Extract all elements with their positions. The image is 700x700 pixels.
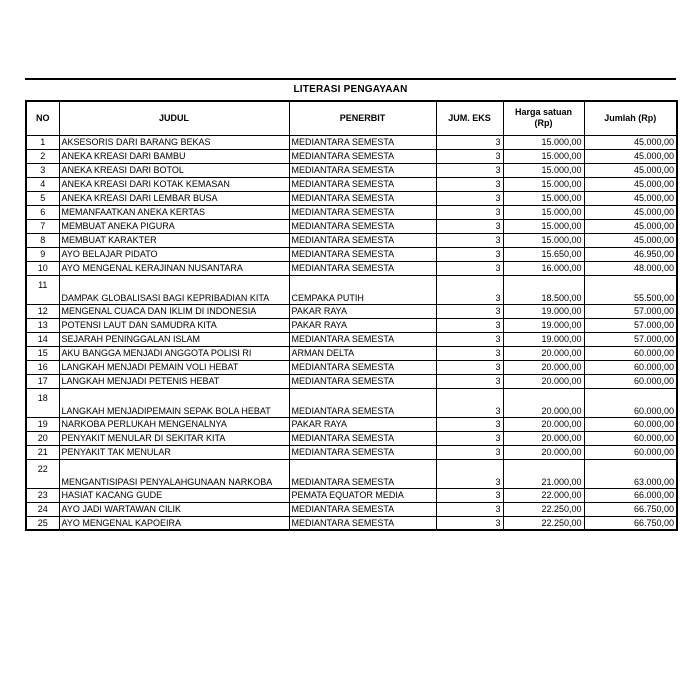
cell-judul: ANEKA KREASI DARI BOTOL bbox=[59, 163, 289, 177]
cell-penerbit: ARMAN DELTA bbox=[289, 346, 436, 360]
cell-judul: AYO MENGENAL KERAJINAN NUSANTARA bbox=[59, 261, 289, 275]
cell-judul: LANGKAH MENJADIPEMAIN SEPAK BOLA HEBAT bbox=[59, 388, 289, 417]
table-row bbox=[26, 388, 677, 417]
cell-jumlah-eks: 3 bbox=[436, 149, 503, 163]
cell-jumlah-eks: 3 bbox=[436, 304, 503, 318]
cell-harga-satuan: 19.000,00 bbox=[503, 304, 584, 318]
cell-no: 14 bbox=[26, 332, 59, 346]
cell-harga-satuan: 20.000,00 bbox=[503, 346, 584, 360]
cell-no: 5 bbox=[26, 191, 59, 205]
cell-penerbit: MEDIANTARA SEMESTA bbox=[289, 374, 436, 388]
cell-jumlah-eks: 3 bbox=[436, 488, 503, 502]
table-row bbox=[26, 360, 677, 374]
cell-judul: SEJARAH PENINGGALAN ISLAM bbox=[59, 332, 289, 346]
cell-jumlah-rp: 63.000,00 bbox=[584, 459, 677, 488]
table-row bbox=[26, 233, 677, 247]
cell-penerbit: PAKAR RAYA bbox=[289, 318, 436, 332]
column-header-no: NO bbox=[26, 101, 59, 135]
cell-judul: POTENSI LAUT DAN SAMUDRA KITA bbox=[59, 318, 289, 332]
literasi-table-container bbox=[25, 100, 676, 531]
cell-no: 7 bbox=[26, 219, 59, 233]
table-body bbox=[26, 135, 677, 530]
cell-jumlah-eks: 3 bbox=[436, 177, 503, 191]
cell-jumlah-eks: 3 bbox=[436, 205, 503, 219]
cell-harga-satuan: 15.000,00 bbox=[503, 205, 584, 219]
cell-harga-satuan: 15.000,00 bbox=[503, 149, 584, 163]
cell-jumlah-rp: 57.000,00 bbox=[584, 304, 677, 318]
cell-no: 15 bbox=[26, 346, 59, 360]
table-row bbox=[26, 445, 677, 459]
cell-jumlah-rp: 60.000,00 bbox=[584, 388, 677, 417]
page-title: LITERASI PENGAYAAN bbox=[293, 84, 408, 95]
cell-jumlah-rp: 60.000,00 bbox=[584, 374, 677, 388]
cell-judul: MENGANTISIPASI PENYALAHGUNAAN NARKOBA bbox=[59, 459, 289, 488]
cell-harga-satuan: 15.650,00 bbox=[503, 247, 584, 261]
cell-judul: AYO MENGENAL KAPOEIRA bbox=[59, 516, 289, 530]
cell-jumlah-eks: 3 bbox=[436, 346, 503, 360]
table-row bbox=[26, 205, 677, 219]
cell-no: 24 bbox=[26, 502, 59, 516]
cell-harga-satuan: 15.000,00 bbox=[503, 233, 584, 247]
cell-jumlah-eks: 3 bbox=[436, 163, 503, 177]
cell-penerbit: MEDIANTARA SEMESTA bbox=[289, 135, 436, 149]
cell-jumlah-rp: 66.750,00 bbox=[584, 516, 677, 530]
cell-jumlah-eks: 3 bbox=[436, 332, 503, 346]
column-header-judul: JUDUL bbox=[59, 101, 289, 135]
cell-jumlah-eks: 3 bbox=[436, 219, 503, 233]
cell-judul: NARKOBA PERLUKAH MENGENALNYA bbox=[59, 417, 289, 431]
cell-jumlah-eks: 3 bbox=[436, 360, 503, 374]
cell-judul: ANEKA KREASI DARI LEMBAR BUSA bbox=[59, 191, 289, 205]
cell-harga-satuan: 19.000,00 bbox=[503, 332, 584, 346]
cell-jumlah-rp: 55.500,00 bbox=[584, 275, 677, 304]
cell-penerbit: MEDIANTARA SEMESTA bbox=[289, 163, 436, 177]
column-header-harga-satuan bbox=[503, 101, 584, 135]
cell-penerbit: MEDIANTARA SEMESTA bbox=[289, 233, 436, 247]
cell-harga-satuan: 20.000,00 bbox=[503, 417, 584, 431]
cell-no: 18 bbox=[26, 388, 59, 417]
cell-jumlah-rp: 60.000,00 bbox=[584, 431, 677, 445]
cell-jumlah-rp: 66.750,00 bbox=[584, 502, 677, 516]
literasi-pengayaan-table bbox=[25, 100, 678, 531]
cell-judul: ANEKA KREASI DARI KOTAK KEMASAN bbox=[59, 177, 289, 191]
cell-jumlah-rp: 57.000,00 bbox=[584, 332, 677, 346]
cell-jumlah-rp: 60.000,00 bbox=[584, 360, 677, 374]
cell-jumlah-eks: 3 bbox=[436, 233, 503, 247]
cell-no: 4 bbox=[26, 177, 59, 191]
column-header-harga-satuan-line1: Harga satuan bbox=[514, 107, 573, 118]
cell-penerbit: CEMPAKA PUTIH bbox=[289, 275, 436, 304]
cell-penerbit: MEDIANTARA SEMESTA bbox=[289, 247, 436, 261]
cell-jumlah-eks: 3 bbox=[436, 502, 503, 516]
table-row bbox=[26, 275, 677, 304]
cell-jumlah-eks: 3 bbox=[436, 388, 503, 417]
cell-harga-satuan: 20.000,00 bbox=[503, 374, 584, 388]
cell-judul: AYO JADI WARTAWAN CILIK bbox=[59, 502, 289, 516]
cell-harga-satuan: 20.000,00 bbox=[503, 388, 584, 417]
cell-jumlah-rp: 45.000,00 bbox=[584, 191, 677, 205]
cell-jumlah-eks: 3 bbox=[436, 445, 503, 459]
cell-penerbit: PEMATA EQUATOR MEDIA bbox=[289, 488, 436, 502]
cell-jumlah-eks: 3 bbox=[436, 516, 503, 530]
cell-judul: PENYAKIT MENULAR DI SEKITAR KITA bbox=[59, 431, 289, 445]
cell-penerbit: MEDIANTARA SEMESTA bbox=[289, 261, 436, 275]
table-row bbox=[26, 318, 677, 332]
cell-no: 22 bbox=[26, 459, 59, 488]
cell-jumlah-eks: 3 bbox=[436, 374, 503, 388]
cell-harga-satuan: 22.250,00 bbox=[503, 502, 584, 516]
cell-penerbit: MEDIANTARA SEMESTA bbox=[289, 459, 436, 488]
cell-jumlah-rp: 60.000,00 bbox=[584, 346, 677, 360]
cell-no: 20 bbox=[26, 431, 59, 445]
cell-jumlah-eks: 3 bbox=[436, 247, 503, 261]
cell-penerbit: MEDIANTARA SEMESTA bbox=[289, 445, 436, 459]
cell-harga-satuan: 20.000,00 bbox=[503, 360, 584, 374]
cell-penerbit: PAKAR RAYA bbox=[289, 304, 436, 318]
cell-penerbit: MEDIANTARA SEMESTA bbox=[289, 516, 436, 530]
cell-harga-satuan: 20.000,00 bbox=[503, 431, 584, 445]
cell-no: 16 bbox=[26, 360, 59, 374]
cell-harga-satuan: 21.000,00 bbox=[503, 459, 584, 488]
cell-no: 9 bbox=[26, 247, 59, 261]
cell-jumlah-rp: 60.000,00 bbox=[584, 445, 677, 459]
cell-penerbit: MEDIANTARA SEMESTA bbox=[289, 332, 436, 346]
cell-jumlah-rp: 45.000,00 bbox=[584, 135, 677, 149]
cell-judul: LANGKAH MENJADI PEMAIN VOLI HEBAT bbox=[59, 360, 289, 374]
cell-judul: LANGKAH MENJADI PETENIS HEBAT bbox=[59, 374, 289, 388]
cell-harga-satuan: 19.000,00 bbox=[503, 318, 584, 332]
cell-harga-satuan: 18.500,00 bbox=[503, 275, 584, 304]
table-row bbox=[26, 304, 677, 318]
cell-harga-satuan: 22.000,00 bbox=[503, 488, 584, 502]
cell-jumlah-eks: 3 bbox=[436, 417, 503, 431]
cell-jumlah-eks: 3 bbox=[436, 135, 503, 149]
cell-no: 1 bbox=[26, 135, 59, 149]
cell-no: 25 bbox=[26, 516, 59, 530]
table-row bbox=[26, 135, 677, 149]
table-row bbox=[26, 149, 677, 163]
table-row bbox=[26, 346, 677, 360]
cell-jumlah-rp: 45.000,00 bbox=[584, 219, 677, 233]
cell-no: 23 bbox=[26, 488, 59, 502]
table-row bbox=[26, 502, 677, 516]
cell-no: 11 bbox=[26, 275, 59, 304]
cell-harga-satuan: 15.000,00 bbox=[503, 219, 584, 233]
table-row bbox=[26, 261, 677, 275]
cell-penerbit: PAKAR RAYA bbox=[289, 417, 436, 431]
cell-penerbit: MEDIANTARA SEMESTA bbox=[289, 177, 436, 191]
cell-penerbit: MEDIANTARA SEMESTA bbox=[289, 502, 436, 516]
table-header bbox=[26, 101, 677, 135]
cell-jumlah-eks: 3 bbox=[436, 261, 503, 275]
column-header-penerbit: PENERBIT bbox=[289, 101, 436, 135]
cell-judul: MENGENAL CUACA DAN IKLIM DI INDONESIA bbox=[59, 304, 289, 318]
table-row bbox=[26, 374, 677, 388]
cell-no: 13 bbox=[26, 318, 59, 332]
table-row bbox=[26, 431, 677, 445]
cell-judul: AKU BANGGA MENJADI ANGGOTA POLISI RI bbox=[59, 346, 289, 360]
cell-judul: HASIAT KACANG GUDE bbox=[59, 488, 289, 502]
cell-jumlah-eks: 3 bbox=[436, 275, 503, 304]
cell-jumlah-rp: 45.000,00 bbox=[584, 177, 677, 191]
cell-harga-satuan: 22.250,00 bbox=[503, 516, 584, 530]
table-row bbox=[26, 417, 677, 431]
cell-penerbit: MEDIANTARA SEMESTA bbox=[289, 191, 436, 205]
cell-no: 19 bbox=[26, 417, 59, 431]
cell-jumlah-eks: 3 bbox=[436, 191, 503, 205]
cell-judul: MEMBUAT KARAKTER bbox=[59, 233, 289, 247]
cell-no: 3 bbox=[26, 163, 59, 177]
cell-penerbit: MEDIANTARA SEMESTA bbox=[289, 431, 436, 445]
table-row bbox=[26, 332, 677, 346]
cell-judul: PENYAKIT TAK MENULAR bbox=[59, 445, 289, 459]
cell-penerbit: MEDIANTARA SEMESTA bbox=[289, 149, 436, 163]
column-header-harga-satuan-line2: (Rp) bbox=[534, 118, 553, 129]
cell-no: 21 bbox=[26, 445, 59, 459]
cell-jumlah-eks: 3 bbox=[436, 318, 503, 332]
cell-judul: MEMANFAATKAN ANEKA KERTAS bbox=[59, 205, 289, 219]
cell-judul: AYO BELAJAR PIDATO bbox=[59, 247, 289, 261]
cell-no: 17 bbox=[26, 374, 59, 388]
cell-no: 8 bbox=[26, 233, 59, 247]
table-row bbox=[26, 163, 677, 177]
table-row bbox=[26, 219, 677, 233]
cell-jumlah-rp: 45.000,00 bbox=[584, 205, 677, 219]
cell-harga-satuan: 15.000,00 bbox=[503, 191, 584, 205]
cell-jumlah-rp: 60.000,00 bbox=[584, 417, 677, 431]
cell-no: 12 bbox=[26, 304, 59, 318]
cell-judul: ANEKA KREASI DARI BAMBU bbox=[59, 149, 289, 163]
table-row bbox=[26, 459, 677, 488]
cell-harga-satuan: 15.000,00 bbox=[503, 135, 584, 149]
cell-jumlah-rp: 57.000,00 bbox=[584, 318, 677, 332]
cell-jumlah-rp: 46.950,00 bbox=[584, 247, 677, 261]
cell-jumlah-rp: 48.000,00 bbox=[584, 261, 677, 275]
table-row bbox=[26, 247, 677, 261]
cell-harga-satuan: 15.000,00 bbox=[503, 177, 584, 191]
cell-judul: DAMPAK GLOBALISASI BAGI KEPRIBADIAN KITA bbox=[59, 275, 289, 304]
table-header-row bbox=[26, 101, 677, 135]
column-header-jumlah-eks: JUM. EKS bbox=[436, 101, 503, 135]
cell-harga-satuan: 20.000,00 bbox=[503, 445, 584, 459]
cell-judul: AKSESORIS DARI BARANG BEKAS bbox=[59, 135, 289, 149]
table-row bbox=[26, 191, 677, 205]
cell-penerbit: MEDIANTARA SEMESTA bbox=[289, 205, 436, 219]
cell-no: 6 bbox=[26, 205, 59, 219]
cell-penerbit: MEDIANTARA SEMESTA bbox=[289, 219, 436, 233]
cell-judul: MEMBUAT ANEKA PIGURA bbox=[59, 219, 289, 233]
cell-harga-satuan: 15.000,00 bbox=[503, 163, 584, 177]
cell-no: 10 bbox=[26, 261, 59, 275]
cell-harga-satuan: 16.000,00 bbox=[503, 261, 584, 275]
table-row bbox=[26, 488, 677, 502]
cell-jumlah-rp: 45.000,00 bbox=[584, 163, 677, 177]
table-row bbox=[26, 516, 677, 530]
cell-jumlah-eks: 3 bbox=[436, 459, 503, 488]
cell-penerbit: MEDIANTARA SEMESTA bbox=[289, 388, 436, 417]
cell-jumlah-eks: 3 bbox=[436, 431, 503, 445]
cell-jumlah-rp: 45.000,00 bbox=[584, 233, 677, 247]
cell-no: 2 bbox=[26, 149, 59, 163]
table-row bbox=[26, 177, 677, 191]
column-header-jumlah-rp: Jumlah (Rp) bbox=[584, 101, 677, 135]
title-top-rule bbox=[25, 78, 676, 80]
cell-jumlah-rp: 66.000,00 bbox=[584, 488, 677, 502]
cell-jumlah-rp: 45.000,00 bbox=[584, 149, 677, 163]
cell-penerbit: MEDIANTARA SEMESTA bbox=[289, 360, 436, 374]
